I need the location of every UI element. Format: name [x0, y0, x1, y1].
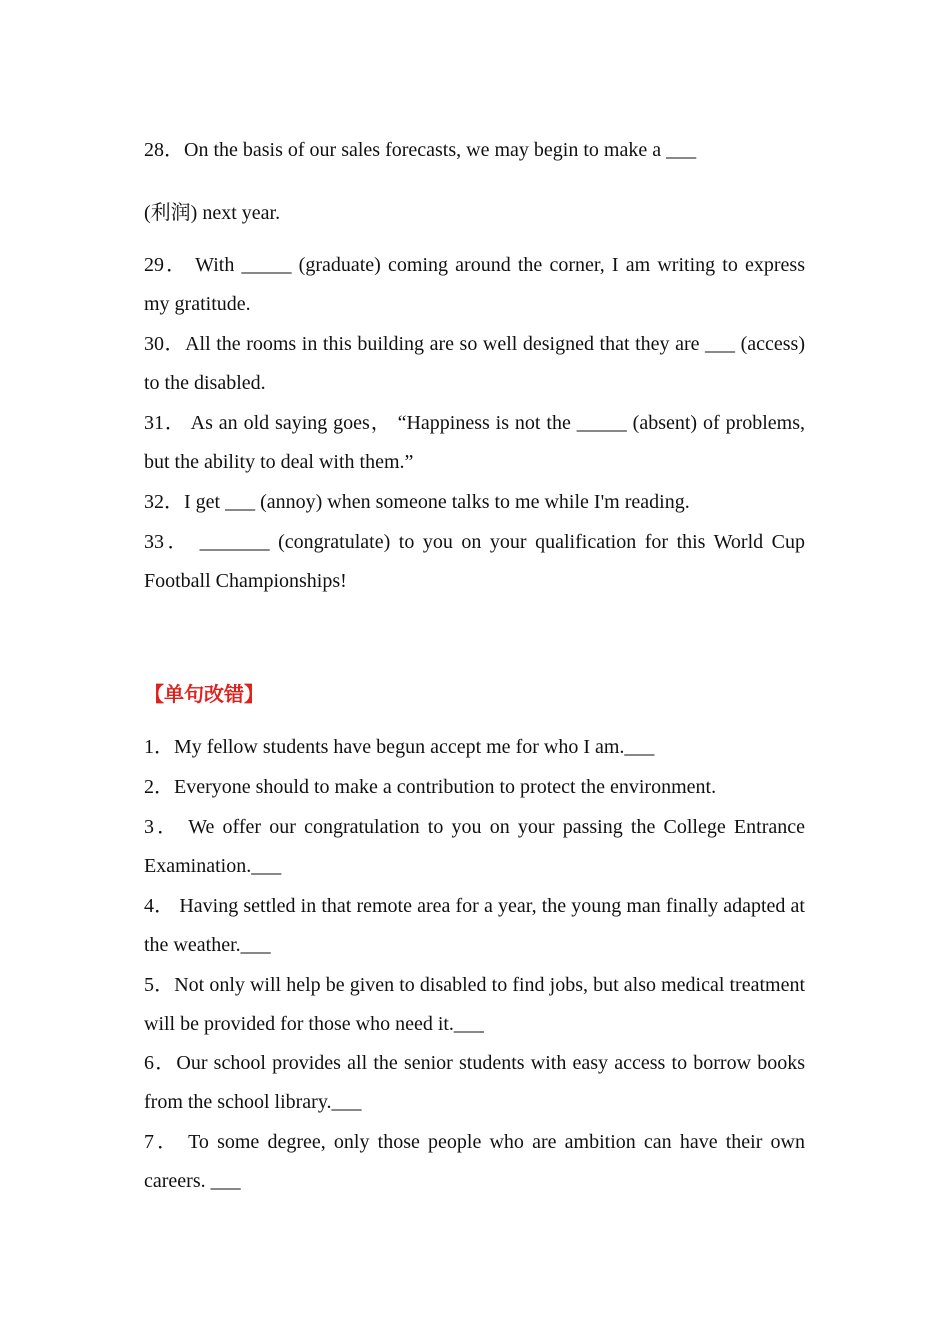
question-28-line2: (利润) next year.: [144, 202, 281, 224]
correction-1: 1．My fellow students have begun accept me for who I am.___: [144, 736, 655, 758]
question-31: 31． As an old saying goes， “Happiness is not the _____ (absent) of problems, but the ability to deal with them.”: [144, 412, 805, 473]
correction-4: 4． Having settled in that remote area for a year, the young man finally adapted at the weather.___: [144, 895, 805, 956]
correction-5: 5．Not only will help be given to disabled to find jobs, but also medical treatment will be provided for those who need it.___: [144, 974, 805, 1035]
correction-3: 3． We offer our congratulation to you on your passing the College Entrance Examination.___: [144, 816, 805, 877]
question-32: 32．I get ___ (annoy) when someone talks to me while I'm reading.: [144, 491, 690, 513]
question-30: 30．All the rooms in this building are so well designed that they are ___ (access) to the disabled.: [144, 333, 805, 394]
question-28-line1: 28．On the basis of our sales forecasts, we may begin to make a ___: [144, 139, 697, 161]
correction-7: 7． To some degree, only those people who are ambition can have their own careers. ___: [144, 1131, 805, 1192]
section-heading: 【单句改错】: [144, 682, 264, 706]
correction-2: 2．Everyone should to make a contribution to protect the environment.: [144, 776, 717, 798]
correction-6: 6．Our school provides all the senior students with easy access to borrow books from the school library.___: [144, 1052, 805, 1113]
question-29: 29． With _____ (graduate) coming around the corner, I am writing to express my gratitude.: [144, 254, 805, 315]
question-33: 33． _______ (congratulate) to you on your qualification for this World Cup Football Championships!: [144, 531, 805, 592]
